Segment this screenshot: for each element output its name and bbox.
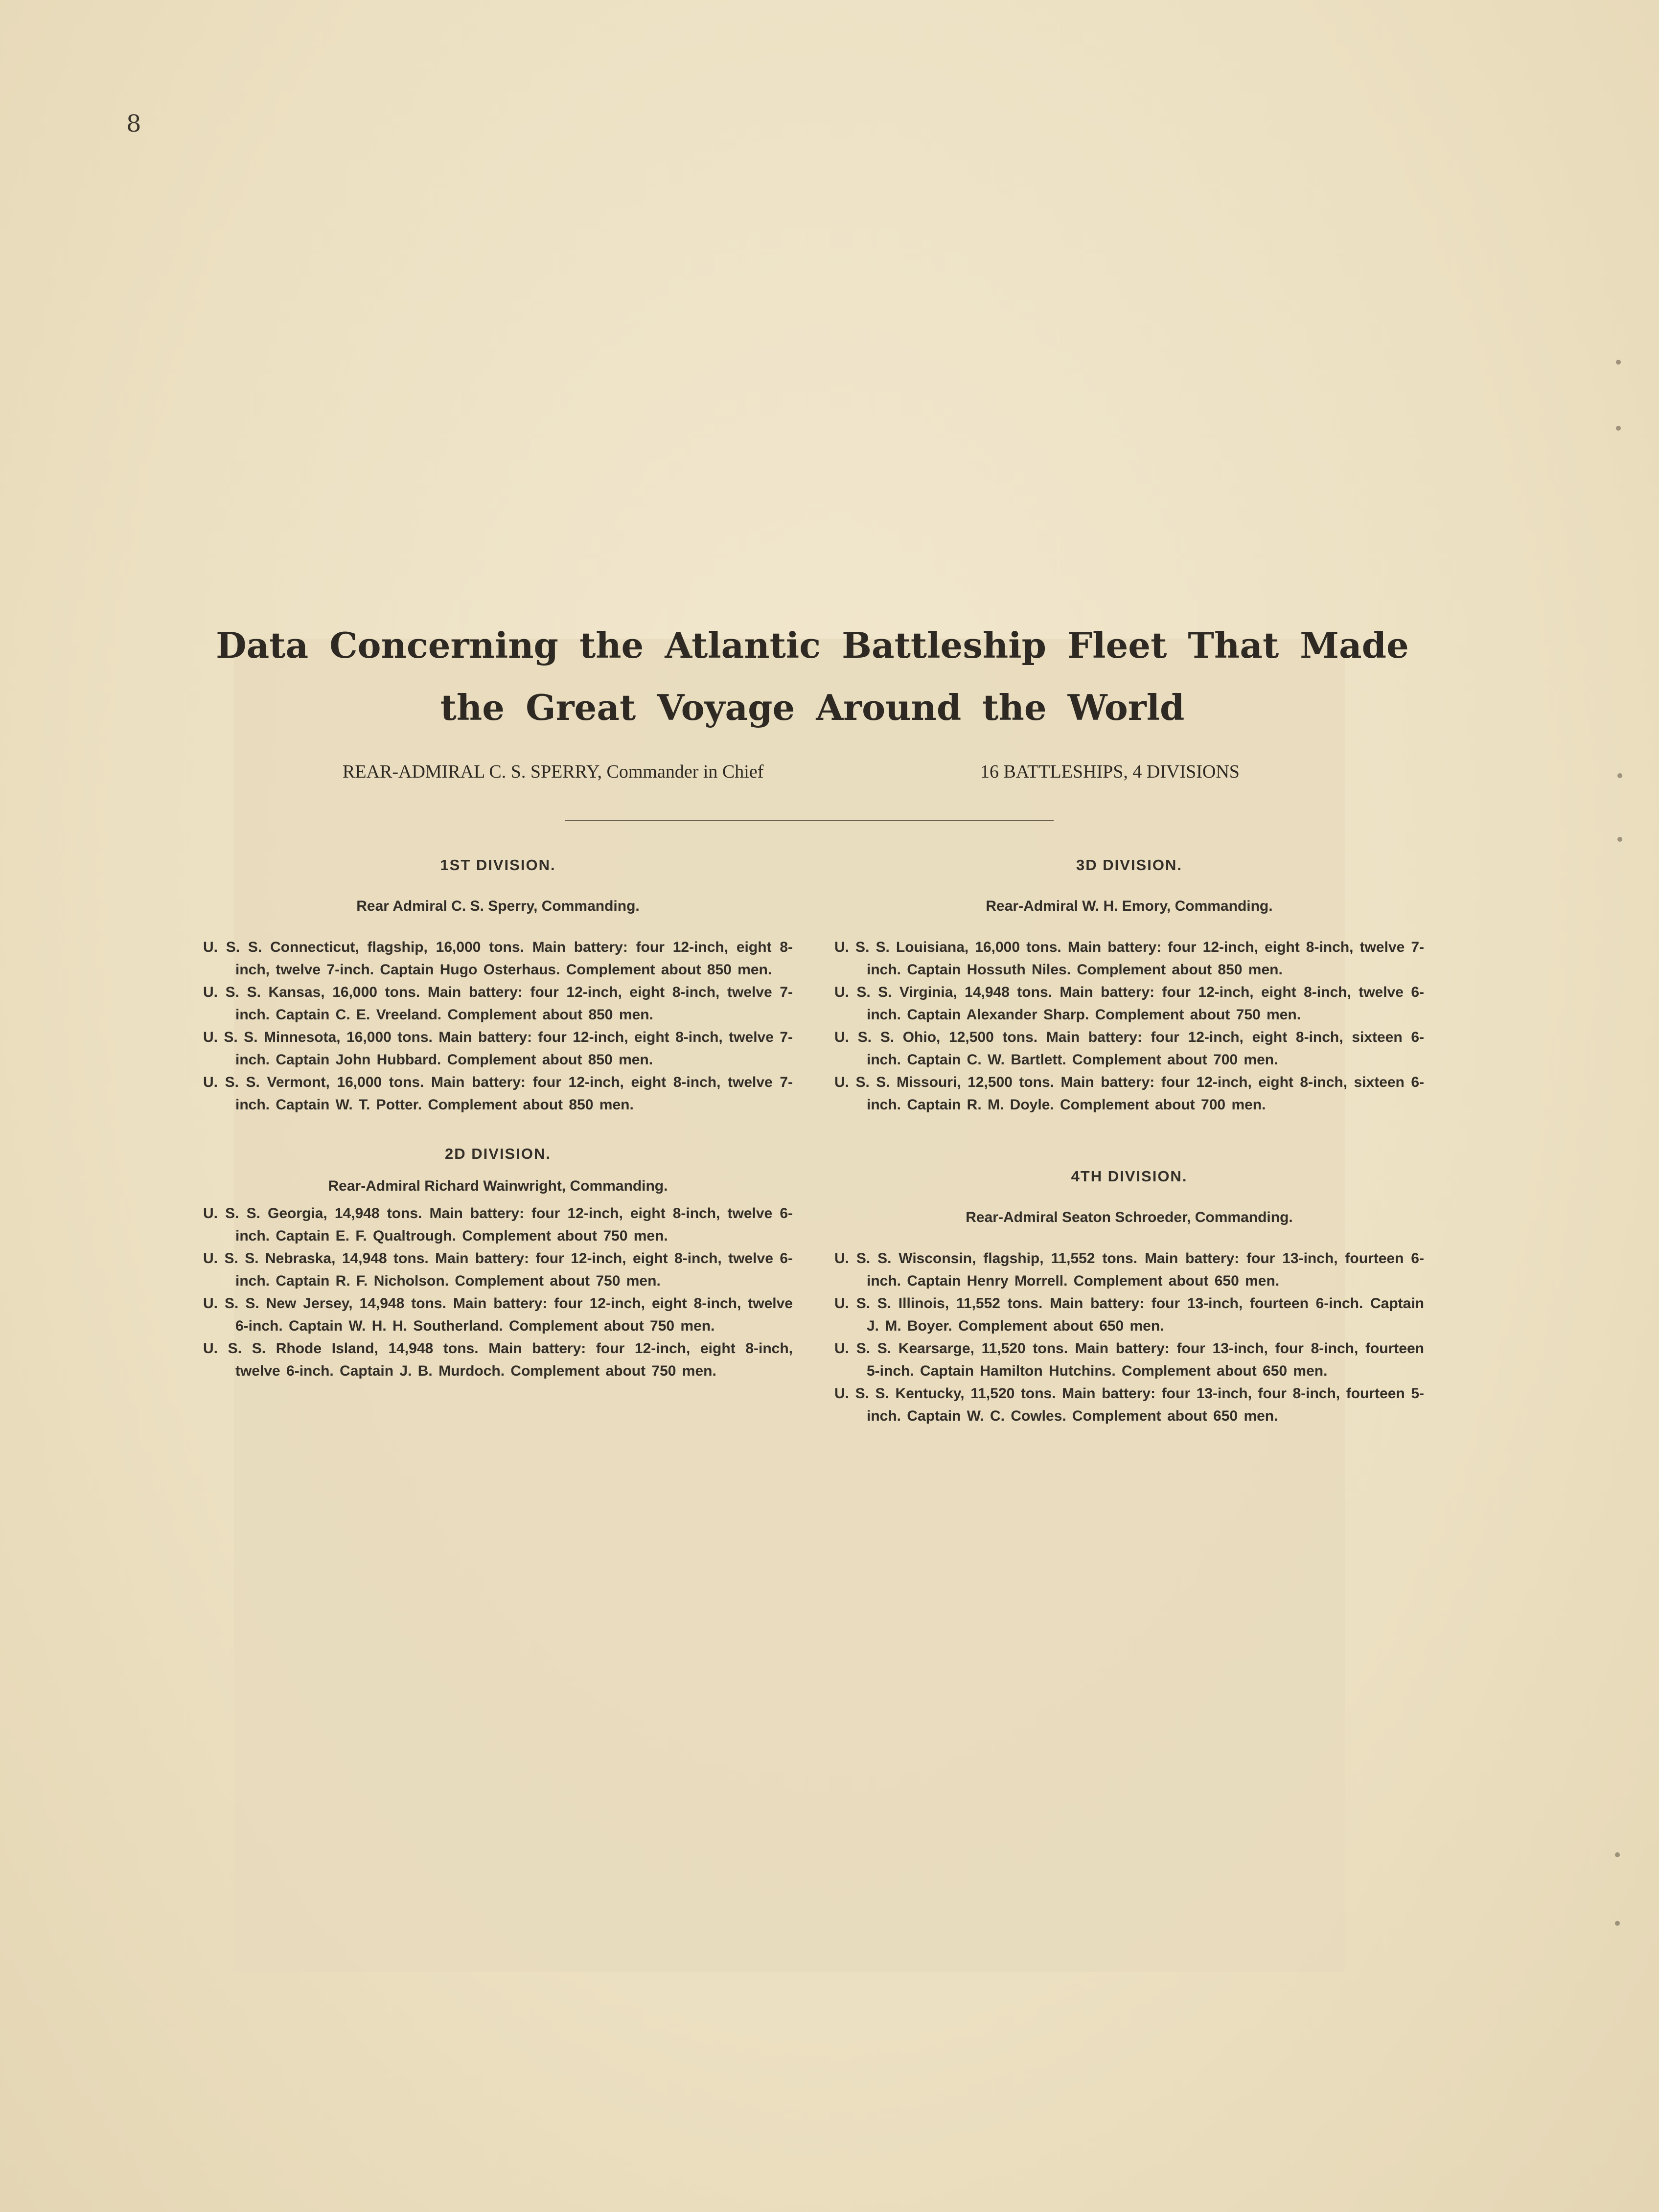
division-2: [203, 1143, 793, 1382]
binding-hole-mark: [1617, 837, 1622, 842]
ship-entry: U. S. S. Missouri, 12,500 tons. Main battery: four 12-inch, eight 8-inch, sixteen 6-inch. Captain R. M. Doyle. Complement about 700 men.: [834, 1074, 1424, 1113]
binding-hole-mark: [1616, 426, 1621, 431]
ship-entry: U. S. S. Vermont, 16,000 tons. Main battery: four 12-inch, eight 8-inch, twelve 7-inch. Captain W. T. Potter. Complement about 850 men.: [203, 1074, 793, 1113]
ship-entry: U. S. S. Georgia, 14,948 tons. Main battery: four 12-inch, eight 8-inch, twelve 6-inch. Captain E. F. Qualtrough. Complement about 750 men.: [203, 1205, 793, 1244]
ship-entry: U. S. S. Kentucky, 11,520 tons. Main battery: four 13-inch, four 8-inch, fourteen 5-inch. Captain W. C. Cowles. Complement about 650 men.: [834, 1385, 1424, 1424]
division-heading: 2D DIVISION.: [445, 1145, 551, 1162]
page-title: [196, 614, 1429, 738]
division-heading: 1ST DIVISION.: [440, 856, 556, 874]
ship-entry: U. S. S. Louisiana, 16,000 tons. Main battery: four 12-inch, eight 8-inch, twelve 7-inch. Captain Hossuth Niles. Complement about 850 men.: [834, 939, 1424, 978]
division-4: [834, 1165, 1424, 1428]
left-column: [203, 854, 793, 1382]
division-commander: Rear-Admiral W. H. Emory, Commanding.: [986, 898, 1273, 914]
division-commander: Rear-Admiral Richard Wainwright, Commanding.: [328, 1178, 668, 1194]
title-line-1: Data Concerning the Atlantic Battleship Fleet That Made: [216, 624, 1409, 666]
division-3: [834, 854, 1424, 1116]
ship-entry: U. S. S. Kansas, 16,000 tons. Main battery: four 12-inch, eight 8-inch, twelve 7-inch. Captain C. E. Vreeland. Complement about 850 men.: [203, 984, 793, 1023]
page-number: 8: [126, 110, 141, 138]
ship-entry: U. S. S. Nebraska, 14,948 tons. Main battery: four 12-inch, eight 8-inch, twelve 6-inch. Captain R. F. Nicholson. Complement about 750 men.: [203, 1250, 793, 1289]
ship-entry: U. S. S. Illinois, 11,552 tons. Main battery: four 13-inch, fourteen 6-inch. Captain J. M. Boyer. Complement about 650 men.: [834, 1295, 1424, 1334]
fleet-summary-line: 16 BATTLESHIPS, 4 DIVISIONS: [980, 761, 1240, 782]
division-heading: 3D DIVISION.: [1076, 856, 1182, 874]
division-1: [203, 854, 793, 1116]
division-commander: Rear-Admiral Seaton Schroeder, Commanding.: [966, 1209, 1293, 1225]
divider-rule: [565, 820, 1054, 821]
binding-hole-mark: [1617, 773, 1622, 778]
division-heading: 4TH DIVISION.: [1071, 1168, 1188, 1185]
division-commander: Rear Admiral C. S. Sperry, Commanding.: [356, 898, 640, 914]
ship-entry: U. S. S. Connecticut, flagship, 16,000 tons. Main battery: four 12-inch, eight 8-inch, twelve 7-inch. Captain Hugo Osterhaus. Complement about 850 men.: [203, 939, 793, 978]
binding-hole-mark: [1615, 1852, 1620, 1857]
title-line-2: the Great Voyage Around the World: [440, 687, 1185, 728]
ship-entry: U. S. S. Minnesota, 16,000 tons. Main battery: four 12-inch, eight 8-inch, twelve 7-inch. Captain John Hubbard. Complement about 850 men.: [203, 1029, 793, 1068]
ship-entry: U. S. S. New Jersey, 14,948 tons. Main battery: four 12-inch, eight 8-inch, twelve 6-inch. Captain W. H. H. Southerland. Complement about 750 men.: [203, 1295, 793, 1334]
ship-entry: U. S. S. Rhode Island, 14,948 tons. Main battery: four 12-inch, eight 8-inch, twelve 6-inch. Captain J. B. Murdoch. Complement about 750 men.: [203, 1340, 793, 1379]
ship-entry: U. S. S. Virginia, 14,948 tons. Main battery: four 12-inch, eight 8-inch, twelve 6-inch. Captain Alexander Sharp. Complement about 750 men.: [834, 984, 1424, 1023]
ship-entry: U. S. S. Wisconsin, flagship, 11,552 tons. Main battery: four 13-inch, fourteen 6-inch. Captain Henry Morrell. Complement about 650 men.: [834, 1250, 1424, 1289]
right-column: [834, 854, 1424, 1428]
ship-entry: U. S. S. Ohio, 12,500 tons. Main battery: four 12-inch, eight 8-inch, sixteen 6-inch. Captain C. W. Bartlett. Complement about 700 men.: [834, 1029, 1424, 1068]
binding-hole-mark: [1616, 360, 1621, 365]
binding-hole-mark: [1615, 1921, 1620, 1926]
commander-in-chief-line: REAR-ADMIRAL C. S. SPERRY, Commander in Chief: [343, 761, 764, 782]
ship-entry: U. S. S. Kearsarge, 11,520 tons. Main battery: four 13-inch, four 8-inch, fourteen 5-inch. Captain Hamilton Hutchins. Complement about 650 men.: [834, 1340, 1424, 1379]
